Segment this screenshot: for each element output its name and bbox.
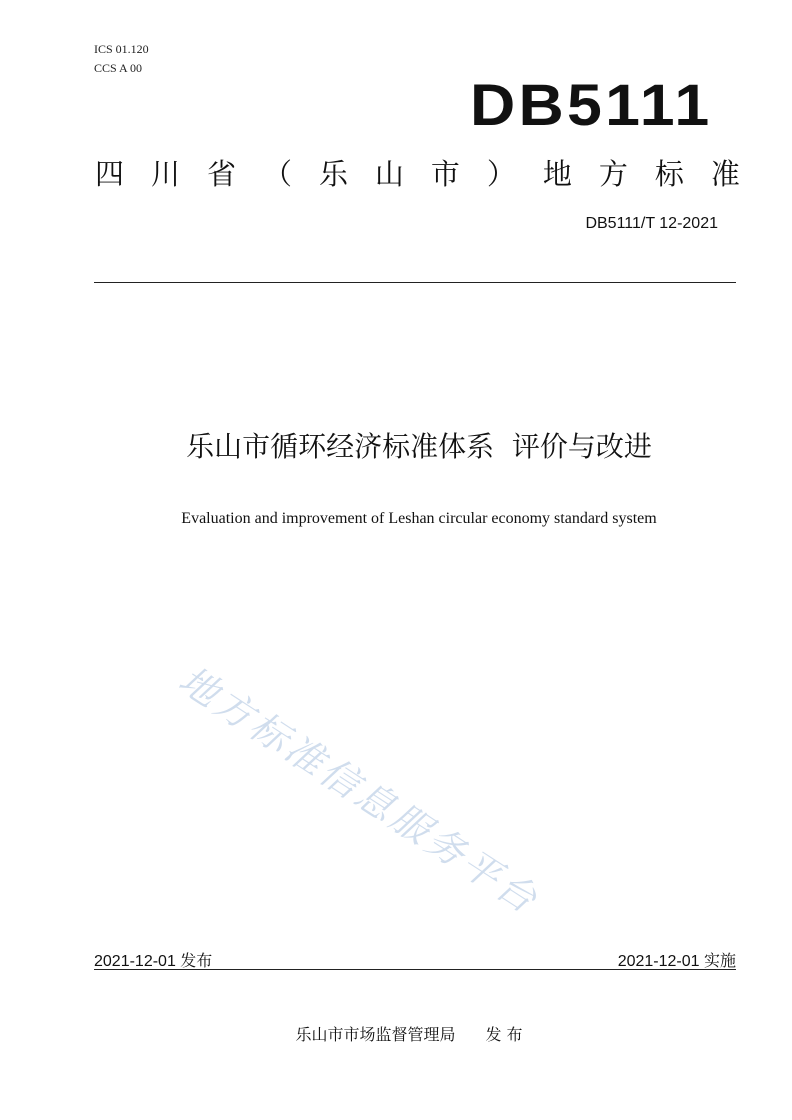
title-char: 四: [95, 157, 125, 191]
title-char: 准: [710, 157, 740, 191]
top-divider: [94, 282, 736, 283]
bottom-divider: [94, 969, 736, 970]
document-title-en: Evaluation and improvement of Leshan circular economy standard system: [181, 510, 657, 527]
issuer-line: [0, 1022, 792, 1045]
document-title-zh: 乐山市循环经济标准体系 评价与改进: [186, 430, 652, 463]
standard-type-title: [95, 152, 740, 193]
classification-codes: [94, 40, 149, 78]
title-char: 地: [542, 157, 572, 191]
title-char: 川: [150, 157, 180, 191]
publish-date: 2021-12-01 发布: [94, 953, 213, 970]
title-char: 方: [598, 157, 628, 191]
title-char: 市: [430, 157, 460, 191]
issuer-action: 发 布: [485, 1025, 523, 1044]
title-char: 省: [206, 157, 236, 191]
ccs-code: CCS A 00: [94, 61, 143, 75]
watermark: 地方标准信息服务平台: [171, 657, 548, 924]
title-char: 标: [654, 157, 684, 191]
implement-date: 2021-12-01 实施: [617, 953, 736, 970]
title-char: ）: [486, 157, 516, 191]
title-char: 乐: [318, 157, 348, 191]
issuer-name: 乐山市市场监督管理局: [295, 1025, 456, 1044]
db-standard-logo: DB5111: [469, 73, 712, 138]
standard-number: DB5111/T 12-2021: [585, 215, 718, 232]
title-char: （: [262, 157, 292, 191]
ics-code: ICS 01.120: [94, 42, 149, 56]
title-char: 山: [374, 157, 404, 191]
